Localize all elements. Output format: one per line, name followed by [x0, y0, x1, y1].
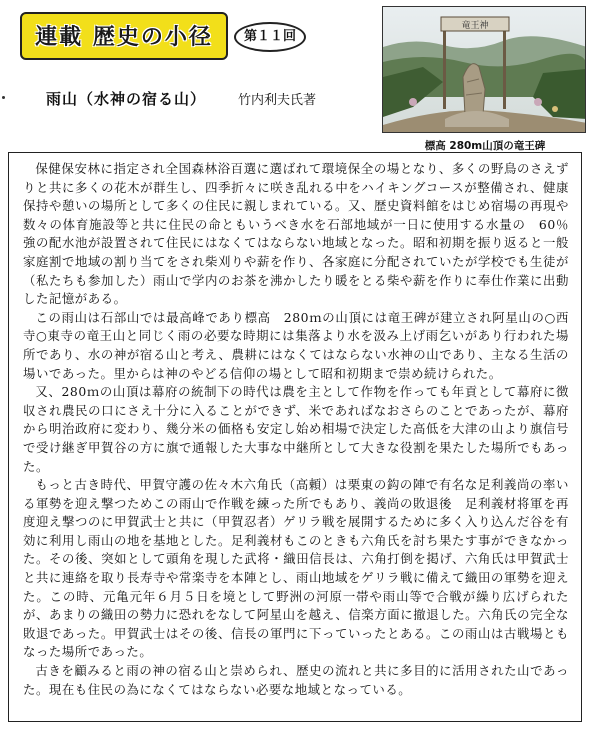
article-paragraph: 保健保安林に指定され全国森林浴百選に選ばれて環境保全の場となり、多くの野鳥のさえずりと共に多くの花木が群生し、四季折々に咲き乱れる中をハイキングコースが整備され、健康保持や憩いの場所として多くの住民に親しまれている。又、歴史資料館をはじめ宿場の再現や数々の体育施設等と共に住民の命ともいうべき水を石部地域が一日に使用する水量の 60％強の配水池が設置されて住民にはなくてはならない地域となった。昭和初期を振り返ると一般家庭割で地域の割り当てをされ柴刈りや薪を作り、各家庭に分配されていたが学校でも生徒が（私たちも参加した）雨山で学内のお茶を沸かしたり暖をとる柴や薪を作りに奉仕作業に出動した記憶がある。: [23, 161, 569, 307]
summit-photo-image: [383, 7, 586, 133]
series-title: 連載 歴史の小径: [35, 25, 213, 50]
article-paragraph: もっと古き時代、甲賀守護の佐々木六角氏（高頼）は栗東の鈎の陣で有名な足利義尚の率いる軍勢を迎え撃つためこの雨山で作戦を練った所でもあり、義尚の敗退後 足利義材将軍を再度迎え撃つのに甲賀武士と共に（甲賀忍者）ゲリラ戦を展開するために多く入り込んだ谷を有効に利用し雨山の地を基地とした。足利義材もこのときも六角氏を討ち果たす事ができなかった。その後、突如として頭角を現した武将・織田信長は、六角打倒を掲げ、六角氏は甲賀武士と共に連絡を取り長寿寺や常楽寺を本陣とし、雨山地域をゲリラ戦に備えて織田の軍勢を迎えた。この時、元亀元年６月５日を境として野洲の河原一帯や雨山等で合戦が繰り広げられたが、あまりの織田の勢力に恐れをなして阿星山を越え、信楽方面に撤退した。六角氏の完全な敗退であった。甲賀武士はその後、信長の軍門に下っていったとある。この雨山は古戦場ともなった場所であった。: [23, 477, 569, 660]
article-title: 雨山（水神の宿る山）: [46, 90, 207, 108]
photo-sign-text: 竜王神: [461, 21, 489, 31]
episode-number-badge: 第１１回: [234, 22, 306, 52]
article-paragraph: 古きを顧みると雨の神の宿る山と崇められ、歴史の流れと共に多目的に活用された山であった。現在も住民の為になくてはならない必要な地域となっている。: [23, 663, 569, 697]
summit-photo: [382, 6, 586, 133]
photo-caption: 標高 280m山頂の竜王碑: [424, 140, 546, 152]
article-paragraph: この雨山は石部山では最高峰であり標高 280ｍの山頂には竜王碑が建立され阿星山の○西寺○東寺の竜王山と同じく雨の必要な時期には集落より水を汲み上げ雨乞いがあり行われた場所であり、水の神が宿る山と考え、農耕にはなくてはならない水神の山であり、主なる生活の場いであった。里からは神のやどる信仰の場として昭和初期まで崇め続けられた。: [23, 309, 569, 381]
article-author: 竹内利夫氏著: [238, 93, 317, 108]
article-paragraph: 又、280ｍの山頂は幕府の統制下の時代は農を主として作物を作っても年貢として幕府に徴収され農民の口にさえ十分に入ることができず、米であればなおさらのことであったが、幕府から明治政府に変わり、幾分米の価格も安定し始め相場で決定した高低を大津の山より旗信号で受け継ぎ甲賀谷の方に旗で通報した大事な中継所として大きな役割を果たした場所でもあった。: [23, 384, 569, 474]
margin-dot: [2, 96, 5, 99]
series-title-badge: [20, 12, 228, 60]
article-body: [8, 152, 582, 722]
